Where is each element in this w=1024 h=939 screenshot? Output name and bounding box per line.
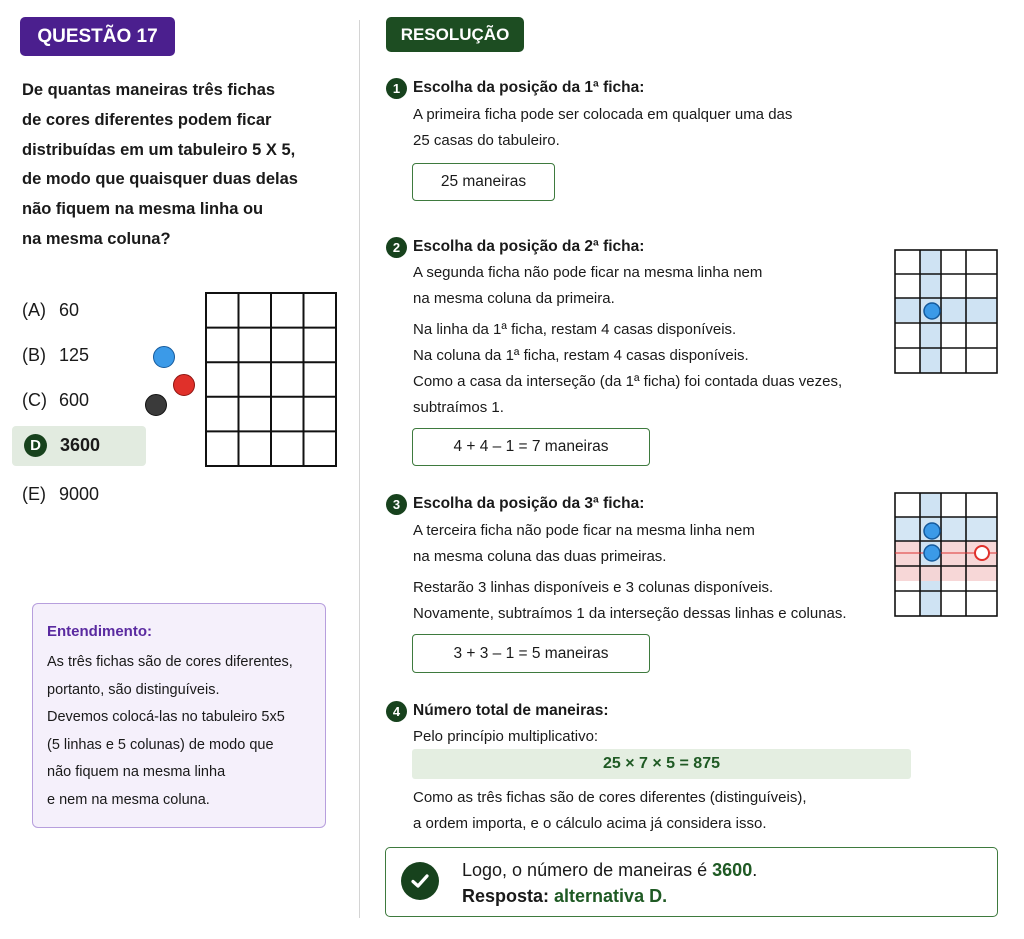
step-text [413, 102, 792, 154]
option-value: 600 [59, 390, 90, 410]
step-text [413, 260, 762, 312]
step-answer-box: 3 + 3 – 1 = 5 maneiras [412, 634, 650, 673]
option-letter: (B) [22, 345, 46, 365]
black-chip-icon [145, 394, 167, 416]
step-text [413, 518, 755, 570]
step-line: A primeira ficha pode ser colocada em qualquer uma das [413, 106, 793, 123]
question-line: De quantas maneiras três fichas [22, 81, 276, 99]
step-text [413, 575, 847, 627]
understanding-line: Devemos colocá-las no tabuleiro 5x5 [47, 709, 285, 725]
step-line: Na coluna da 1ª ficha, restam 4 casas disponíveis. [413, 347, 749, 364]
conclusion-line-2: Resposta: alternativa D. [462, 886, 668, 906]
check-icon [401, 862, 439, 900]
step-line: a ordem importa, e o cálculo acima já considera isso. [413, 815, 767, 832]
question-line: de modo que quaisquer duas delas [22, 170, 298, 189]
board-grid-left [205, 292, 337, 467]
blue-chip-icon [924, 545, 940, 561]
step-line: subtraímos 1. [413, 399, 504, 416]
step-number: 4 [386, 701, 407, 722]
step-number: 2 [386, 237, 407, 258]
understanding-line: (5 linhas e 5 colunas) de modo que [47, 736, 274, 753]
step-title: Escolha da posição da 2ª ficha: [413, 238, 645, 255]
option-letter: (E) [22, 484, 46, 504]
step-line: Novamente, subtraímos 1 da interseção dessas linhas e colunas. [413, 605, 847, 622]
option-letter: D [24, 434, 47, 457]
option-value: 125 [59, 345, 90, 365]
step-line: Como a casa da interseção (da 1ª ficha) foi contada duas vezes, [413, 373, 843, 390]
question-line: na mesma coluna? [22, 229, 171, 248]
step-line: A terceira ficha não pode ficar na mesma linha nem [413, 522, 755, 539]
question-line: de cores diferentes podem ficar [22, 110, 272, 129]
question-line: distribuídas em um tabuleiro 5 X 5, [22, 140, 296, 159]
option-a[interactable] [22, 300, 79, 321]
step-text [413, 785, 807, 837]
column-divider [359, 20, 360, 918]
option-d[interactable] [24, 434, 100, 457]
step-line: Restarão 3 linhas disponíveis e 3 colunas disponíveis. [413, 579, 774, 596]
understanding-title: Entendimento: [47, 623, 152, 640]
step-line: na mesma coluna da primeira. [413, 290, 615, 307]
step-number: 1 [386, 78, 407, 99]
understanding-text [47, 649, 293, 814]
red-chip-icon [975, 546, 989, 560]
question-badge: QUESTÃO 17 [20, 17, 175, 56]
formula-box: 25 × 7 × 5 = 875 [412, 749, 911, 779]
step-line: A segunda ficha não pode ficar na mesma linha nem [413, 264, 763, 281]
step-line: na mesma coluna das duas primeiras. [413, 548, 667, 565]
option-c[interactable] [22, 390, 89, 411]
understanding-line: e nem na mesma coluna. [47, 791, 210, 808]
step-line: Na linha da 1ª ficha, restam 4 casas disponíveis. [413, 321, 737, 338]
step-text [413, 317, 842, 421]
option-letter: (C) [22, 390, 47, 410]
board-grid-step2 [894, 249, 998, 374]
question-text [22, 76, 342, 255]
step-title: Escolha da posição da 1ª ficha: [413, 79, 645, 96]
understanding-line: As três fichas são de cores diferentes, [47, 654, 293, 670]
question-line: não fiquem na mesma linha ou [22, 200, 264, 219]
step-line: Pelo princípio multiplicativo: [413, 728, 599, 745]
red-chip-icon [173, 374, 195, 396]
option-value: 60 [59, 300, 80, 320]
option-value: 3600 [60, 435, 101, 455]
conclusion-text [462, 857, 757, 909]
step-answer-box: 4 + 4 – 1 = 7 maneiras [412, 428, 650, 466]
step-answer-box: 25 maneiras [412, 163, 555, 201]
understanding-line: portanto, são distinguíveis. [47, 681, 220, 698]
blue-chip-icon [153, 346, 175, 368]
option-value: 9000 [59, 484, 100, 504]
conclusion-line-1: Logo, o número de maneiras é 3600. [462, 860, 758, 880]
board-grid-step3 [894, 492, 998, 617]
step-title: Número total de maneiras: [413, 702, 609, 719]
step-title: Escolha da posição da 3ª ficha: [413, 495, 645, 512]
step-text [413, 724, 598, 750]
option-b[interactable] [22, 345, 89, 366]
step-line: Como as três fichas são de cores diferentes (distinguíveis), [413, 789, 807, 806]
step-number: 3 [386, 494, 407, 515]
understanding-line: não fiquem na mesma linha [47, 764, 226, 780]
step-line: 25 casas do tabuleiro. [413, 132, 560, 149]
resolution-badge: RESOLUÇÃO [386, 17, 524, 52]
blue-chip-icon [924, 303, 940, 319]
option-letter: (A) [22, 300, 46, 320]
option-e[interactable] [22, 484, 99, 505]
blue-chip-icon [924, 523, 940, 539]
